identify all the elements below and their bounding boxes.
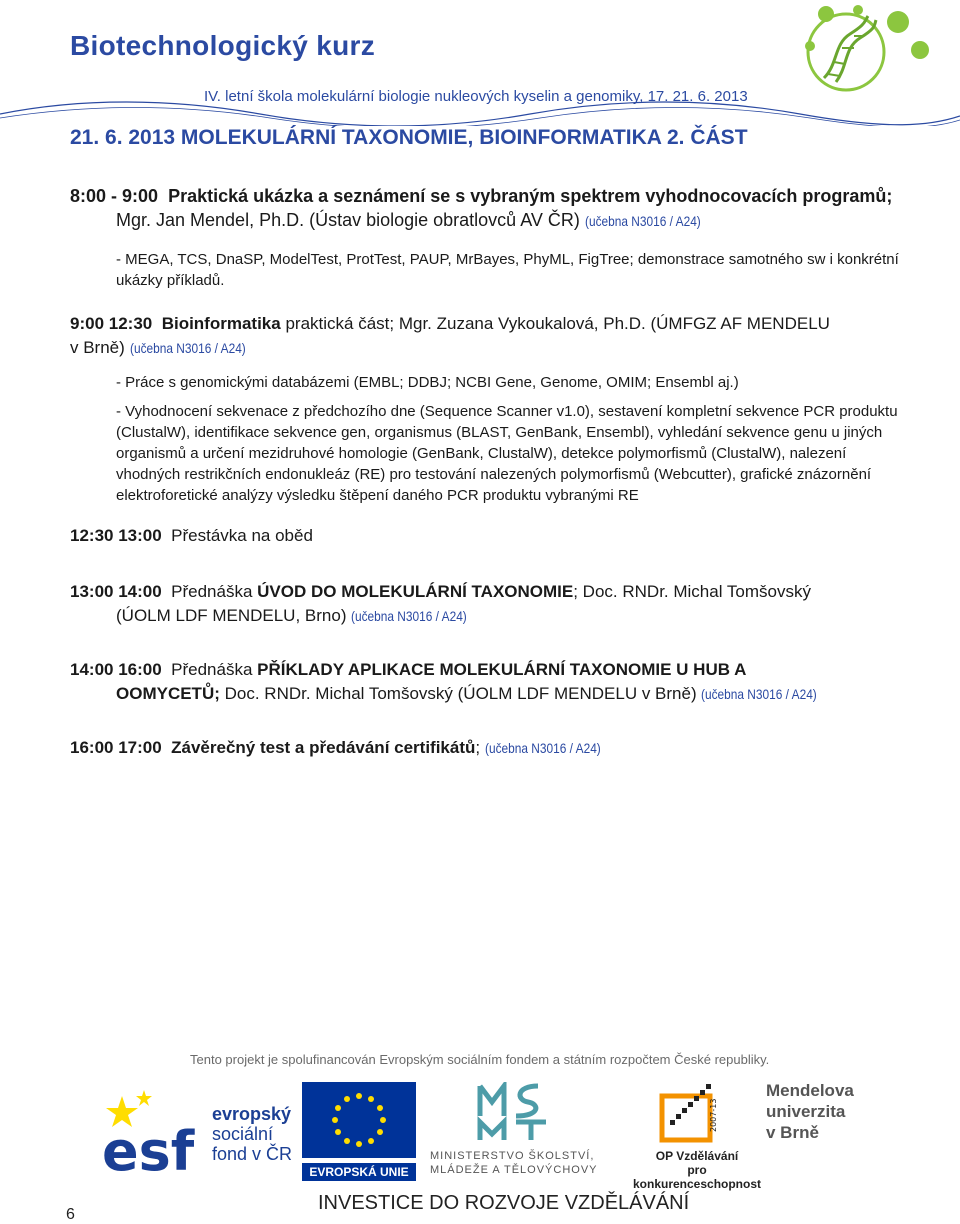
course-title: Biotechnologický kurz (70, 30, 376, 61)
session-room: (učebna N3016 / A24) (484, 740, 601, 756)
page-number: 6 (66, 1206, 75, 1223)
esf-label: sociální (212, 1124, 274, 1144)
session-title: ÚVOD DO MOLEKULÁRNÍ TAXONOMIE (257, 582, 574, 601)
op-label: OP Vzdělávání (655, 1149, 739, 1163)
esf-logo (100, 1082, 300, 1176)
session-time: 13:00 14:00 (70, 582, 162, 601)
session-time: 9:00 12:30 (70, 314, 153, 333)
session-title: Praktická ukázka a seznámení se s vybraným spektrem vyhodnocovacích programů; (168, 186, 893, 206)
mendelu-label: Mendelova (766, 1081, 854, 1100)
session-item (70, 184, 900, 291)
day-heading: 21. 6. 2013 MOLEKULÁRNÍ TAXONOMIE, BIOINFORMATIKA 2. ČÁST (70, 126, 748, 149)
session-separator: ; (475, 738, 481, 757)
session-room: (učebna N3016 / A24) (129, 340, 246, 356)
session-detail: - Práce s genomickými databázemi (EMBL; DDBJ; NCBI Gene, Genome, OMIM; Ensembl aj.) (116, 374, 739, 391)
dna-logo-icon (798, 4, 960, 96)
session-detail: elektroforetické analýzy výsledku štěpení daného PCR produktu vybranými RE (116, 487, 639, 504)
investice-tagline: INVESTICE DO ROZVOJE VZDĚLÁVÁNÍ (318, 1192, 690, 1214)
op-logo (632, 1082, 762, 1191)
eu-logo (302, 1082, 416, 1179)
session-title: OOMYCETŮ; (116, 684, 220, 703)
session-time: 14:00 16:00 (70, 660, 162, 679)
msmt-logo (430, 1082, 630, 1176)
session-detail: - MEGA, TCS, DnaSP, ModelTest, ProtTest, PAUP, MrBayes, PhyML, FigTree; demonstrace samotného sw i konkrétní (116, 251, 899, 268)
svg-text:esf: esf (102, 1120, 195, 1176)
session-lecturer: Doc. RNDr. Michal Tomšovský (ÚOLM LDF MENDELU v Brně) (224, 684, 697, 703)
session-type: Přednáška (171, 660, 253, 679)
session-lecturer: ; Doc. RNDr. Michal Tomšovský (573, 582, 811, 601)
session-title: PŘÍKLADY APLIKACE MOLEKULÁRNÍ TAXONOMIE U HUB A (257, 660, 747, 679)
session-time: 8:00 - 9:00 (70, 186, 159, 206)
mendelu-label: v Brně (766, 1123, 819, 1142)
eu-flag-icon (302, 1082, 416, 1158)
session-time: 16:00 17:00 (70, 738, 162, 757)
op-years: 2007-13 (709, 1098, 718, 1132)
esf-label: evropský (212, 1104, 292, 1124)
session-lecturer: Mgr. Jan Mendel, Ph.D. (Ústav biologie obratlovců AV ČR) (116, 210, 580, 230)
session-detail: organismů a určení mezidruhové homologie (GenBank, ClustalW), detekce polymorfismů (ClustalW), nalezení (116, 445, 847, 462)
eu-label: EVROPSKÁ UNIE (302, 1163, 416, 1181)
session-title: Závěrečný test a předávání certifikátů (171, 738, 476, 757)
header-wave-divider (0, 96, 960, 126)
session-item (70, 658, 900, 706)
session-title: Přestávka na oběd (171, 526, 313, 545)
op-label: pro konkurenceschopnost (632, 1163, 762, 1191)
msmt-emblem-icon (476, 1082, 576, 1144)
op-emblem-icon (656, 1082, 736, 1144)
msmt-label: MLÁDEŽE A TĚLOVÝCHOVY (430, 1164, 598, 1176)
esf-label: fond v ČR (212, 1144, 293, 1164)
session-lecturer: v Brně) (70, 338, 125, 357)
funding-note: Tento projekt je spolufinancován Evropským sociálním fondem a státním rozpočtem České republiky. (190, 1052, 770, 1067)
course-subtitle: IV. letní škola molekulární biologie nukleových kyselin a genomiky, 17. 21. 6. 2013 (204, 88, 748, 105)
session-item (70, 580, 900, 628)
session-detail: vhodných restrikčních endonukleáz (RE) pro testování nalezených polymorfismů (Webcutter), grafické znázornění (116, 466, 872, 483)
esf-logo-icon (100, 1082, 208, 1176)
msmt-label: MINISTERSTVO ŠKOLSTVÍ, (430, 1150, 595, 1162)
mendelu-label: univerzita (766, 1102, 846, 1121)
session-item (70, 312, 900, 506)
session-detail: - Vyhodnocení sekvenace z předchozího dne (Sequence Scanner v1.0), sestavení kompletní sekvence PCR produktu (116, 403, 898, 420)
session-detail: ukázky příkladů. (116, 272, 225, 289)
session-lecturer: praktická část; Mgr. Zuzana Vykoukalová, Ph.D. (ÚMFGZ AF MENDELU (285, 314, 830, 333)
session-room: (učebna N3016 / A24) (351, 608, 468, 624)
session-detail: (ClustalW), identifikace sekvence gen, organismus (BLAST, GenBank, Ensembl), vyhledání sekvence genu u jiných (116, 424, 883, 441)
session-room: (učebna N3016 / A24) (584, 213, 701, 229)
mendelu-logo (766, 1080, 886, 1150)
session-type: Přednáška (171, 582, 253, 601)
session-item (70, 736, 900, 760)
session-room: (učebna N3016 / A24) (701, 686, 818, 702)
session-lecturer: (ÚOLM LDF MENDELU, Brno) (116, 606, 347, 625)
session-title: Bioinformatika (161, 314, 281, 333)
session-time: 12:30 13:00 (70, 526, 162, 545)
session-item (70, 524, 900, 548)
